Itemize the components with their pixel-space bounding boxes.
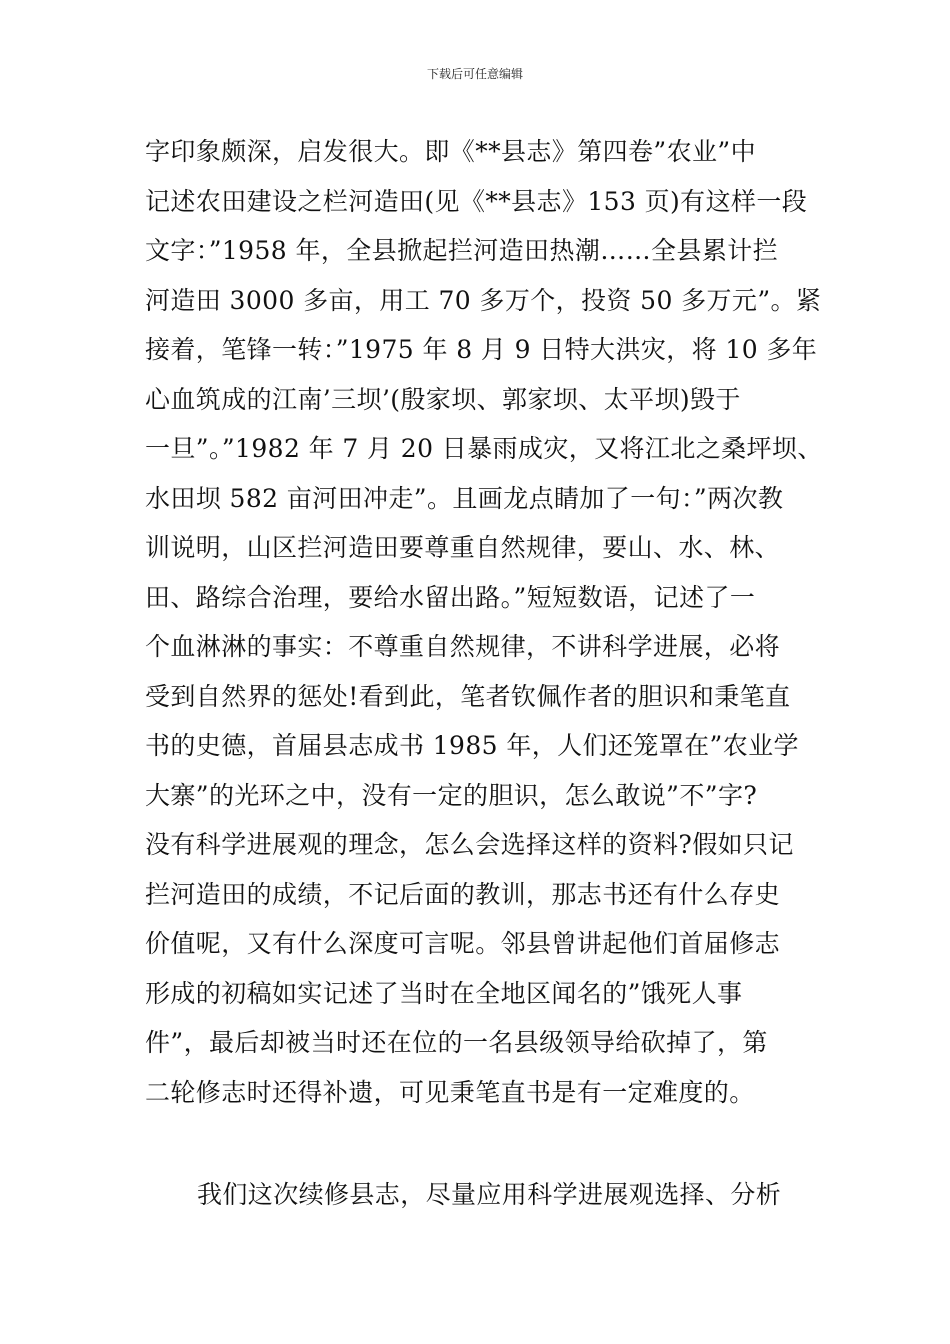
text-line: 记述农田建设之栏河造田(见《**县志》153 页)有这样一段 <box>145 186 808 216</box>
text-line: 文字：”1958 年，全县掀起拦河造田热潮……全县累计拦 <box>145 236 779 265</box>
text-line: 我们这次续修县志，尽量应用科学进展观选择、分析 <box>197 1180 782 1209</box>
text-line: 个血淋淋的事实：不尊重自然规律，不讲科学进展，必将 <box>145 632 781 661</box>
text-line: 水田坝 582 亩河田冲走”。且画龙点睛加了一句：”两次教 <box>145 483 784 513</box>
text-line: 拦河造田的成绩，不记后面的教训，那志书还有什么存史 <box>145 879 781 909</box>
text-line: 没有科学进展观的理念，怎么会选择这样的资料?假如只记 <box>145 830 794 859</box>
text-line: 件”，最后却被当时还在位的一名县级领导给砍掉了，第 <box>145 1028 768 1057</box>
text-line: 受到自然界的惩处!看到此，笔者钦佩作者的胆识和秉笔直 <box>145 681 791 711</box>
text-line: 大寨”的光环之中，没有一定的胆识，怎么敢说”不”字? <box>145 780 758 810</box>
text-line: 心血筑成的江南’三坝’(殷家坝、郭家坝、太平坝)毁于 <box>145 384 741 414</box>
text-line: 接着，笔锋一转：”1975 年 8 月 9 日特大洪灾，将 10 多年 <box>145 335 818 364</box>
text-line: 田、路综合治理，要给水留出路。”短短数语，记述了一 <box>145 582 756 612</box>
text-line: 二轮修志时还得补遗，可见秉笔直书是有一定难度的。 <box>145 1077 755 1107</box>
paragraph-1 <box>145 127 835 1117</box>
text-line: 训说明，山区拦河造田要尊重自然规律，要山、水、林、 <box>145 533 781 562</box>
text-line: 形成的初稿如实记述了当时在全地区闻名的”饿死人事 <box>145 978 743 1008</box>
page-header: 下载后可任意编辑 <box>426 67 523 81</box>
text-line: 一旦”。”1982 年 7 月 20 日暴雨成灾，又将江北之桑坪坝、 <box>145 434 823 463</box>
paragraph-2 <box>145 1170 835 1220</box>
text-line: 河造田 3000 多亩，用工 70 多万个，投资 50 多万元”。紧 <box>145 285 822 315</box>
text-line: 书的史德，首届县志成书 1985 年，人们还笼罩在”农业学 <box>145 731 799 760</box>
text-line: 价值呢，又有什么深度可言呢。邻县曾讲起他们首届修志 <box>145 929 781 958</box>
text-line: 字印象颇深，启发很大。即《**县志》第四卷”农业”中 <box>145 137 756 166</box>
